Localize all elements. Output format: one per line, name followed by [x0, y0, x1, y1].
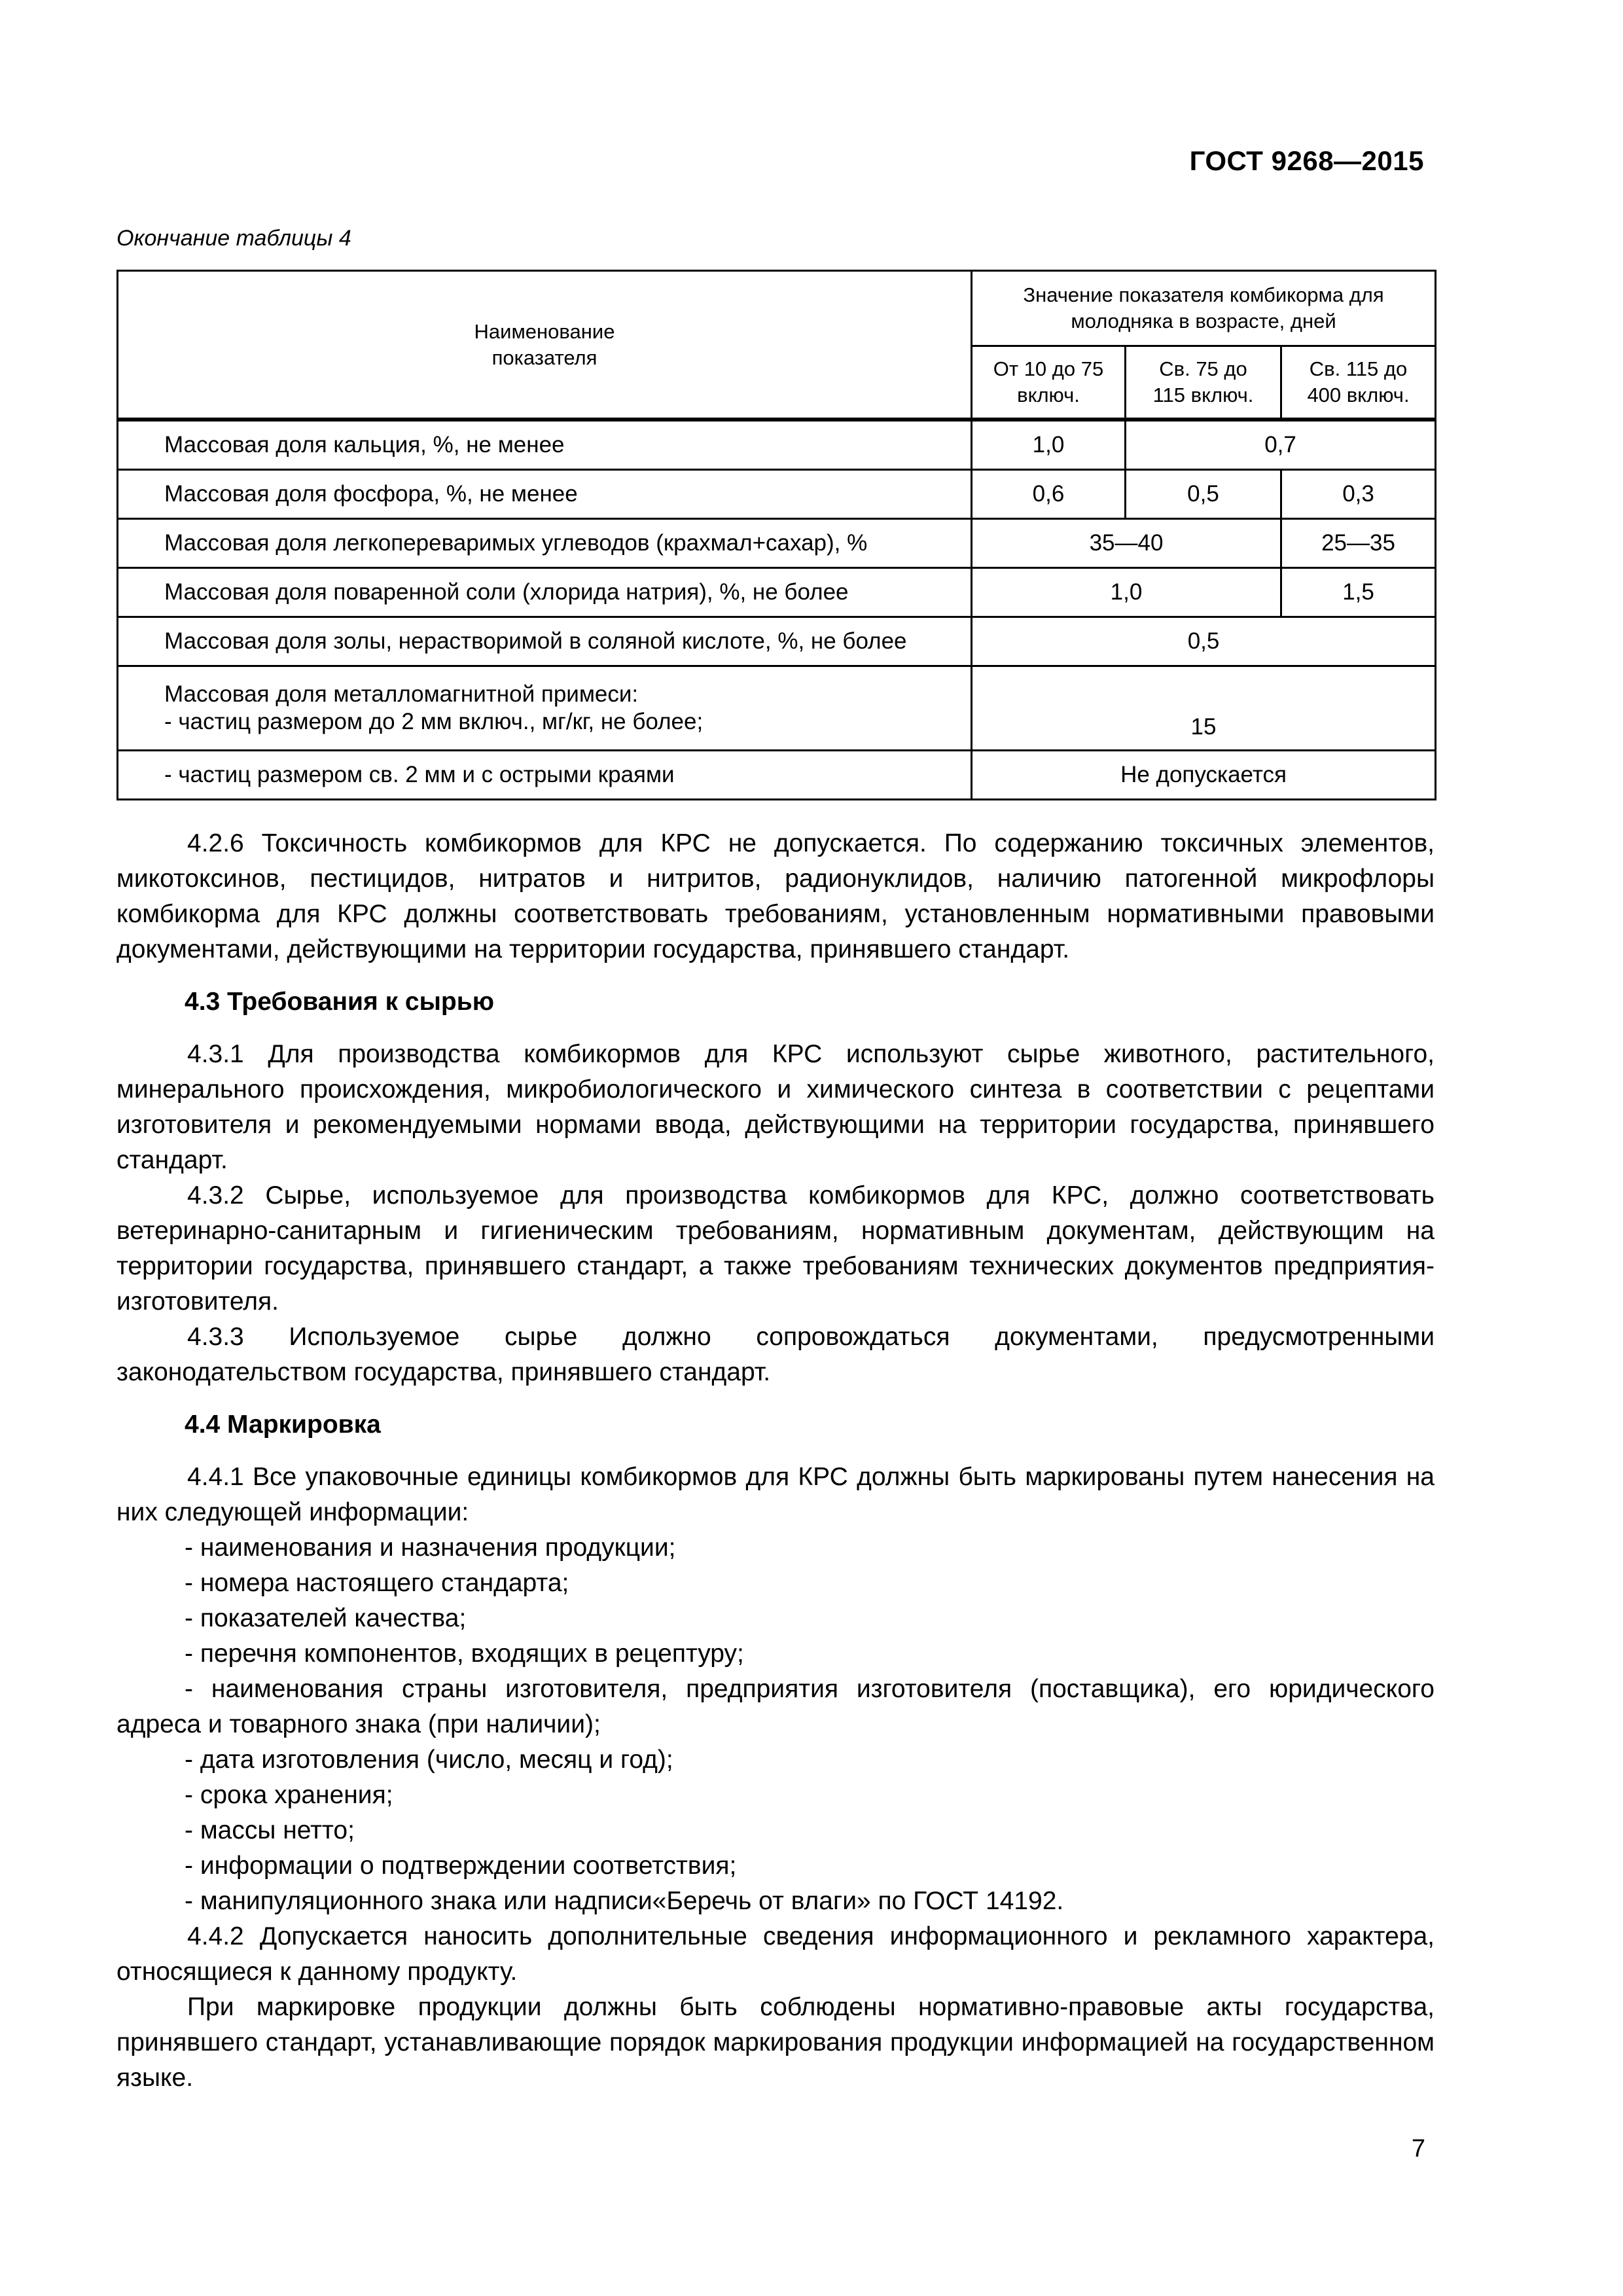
row-value: 1,0: [972, 568, 1281, 617]
row-name: - частиц размером св. 2 мм и с острыми краями: [118, 751, 972, 800]
heading-4-4: 4.4 Маркировка: [185, 1410, 381, 1439]
row-value: 0,6: [972, 470, 1126, 519]
paragraph-4-4-1: 4.4.1 Все упаковочные единицы комбикормов для КРС должны быть маркированы путем нанесения на них следующей информации:: [116, 1463, 1435, 1526]
row-value: 1,0: [972, 420, 1126, 470]
row-name: Массовая доля фосфора, %, не менее: [118, 470, 972, 519]
list-item: - срока хранения;: [185, 1781, 393, 1809]
table-row: [118, 470, 1436, 519]
header-value: Значение показателя комбикорма для молодняка в возрасте, дней: [972, 271, 1436, 346]
table-row: [118, 568, 1436, 617]
list-item: - наименования и назначения продукции;: [185, 1534, 676, 1562]
list-item: - наименования страны изготовителя, предприятия изготовителя (поставщика), его юридического адреса и товарного знака (при наличии);: [116, 1675, 1435, 1738]
list-item: - показателей качества;: [185, 1604, 467, 1632]
paragraph-4-4-2: 4.4.2 Допускается наносить дополнительные сведения информационного и рекламного характера, относящиеся к данному продукту.: [116, 1922, 1435, 1986]
table-row: [118, 420, 1436, 470]
row-name-line: - частиц размером до 2 мм включ., мг/кг, не более;: [164, 709, 704, 734]
paragraph-4-2-6: 4.2.6 Токсичность комбикормов для КРС не допускается. По содержанию токсичных элементов, микотоксинов, пестицидов, нитратов и нитритов, радионуклидов, наличию патогенной микрофлоры комбикорма для КРС должны соответствовать требованиям, установленным нормативными правовыми документами, действующими на территории государства, принявшего стандарт.: [116, 829, 1435, 963]
table-row: [118, 666, 1436, 751]
row-name-line: Массовая доля металломагнитной примеси:: [164, 681, 639, 707]
row-value: 1,5: [1281, 568, 1436, 617]
header-age-10-75: От 10 до 75 включ.: [972, 346, 1126, 420]
indicator-table: [116, 270, 1436, 800]
row-value: Не допускается: [972, 751, 1436, 800]
row-value: 0,3: [1281, 470, 1436, 519]
header-indicator-name: Наименование показателя: [118, 271, 972, 420]
row-value: 35—40: [972, 519, 1281, 568]
paragraph-4-3-2: 4.3.2 Сырье, используемое для производства комбикормов для КРС, должно соответствовать ветеринарно-санитарным и гигиеническим требованиям, нормативным документам, действующим на территории государства, принявшего стандарт, а также требованиям технических документов предприятия-изготовителя.: [116, 1181, 1435, 1316]
standard-code: ГОСТ 9268—2015: [1189, 145, 1424, 176]
row-value: 0,7: [1126, 420, 1436, 470]
row-value: 0,5: [1126, 470, 1281, 519]
paragraph-marking-rules: При маркировке продукции должны быть соблюдены нормативно-правовые акты государства, принявшего стандарт, устанавливающие порядок маркирования продукции информацией на государственном языке.: [116, 1993, 1435, 2092]
row-name: Массовая доля легкопереваримых углеводов (крахмал+сахар), %: [118, 519, 972, 568]
list-item: - номера настоящего стандарта;: [185, 1569, 569, 1597]
list-item: - манипуляционного знака или надписи«Беречь от влаги» по ГОСТ 14192.: [185, 1887, 1064, 1915]
table-row: [118, 519, 1436, 568]
table-row: [118, 617, 1436, 666]
paragraph-4-3-3: 4.3.3 Используемое сырье должно сопровождаться документами, предусмотренными законодательством государства, принявшего стандарт.: [116, 1323, 1435, 1386]
body-text: [116, 826, 1435, 2096]
table-row: [118, 751, 1436, 800]
row-value: 15: [972, 666, 1436, 751]
heading-4-3: 4.3 Требования к сырью: [185, 988, 495, 1016]
row-name: Массовая доля золы, нерастворимой в соляной кислоте, %, не более: [118, 617, 972, 666]
row-value: 25—35: [1281, 519, 1436, 568]
list-item: - массы нетто;: [185, 1816, 355, 1844]
table-caption: Окончание таблицы 4: [116, 226, 351, 251]
list-item: - перечня компонентов, входящих в рецептуру;: [185, 1640, 744, 1668]
row-name: Массовая доля поваренной соли (хлорида натрия), %, не более: [118, 568, 972, 617]
row-name: [118, 666, 972, 751]
row-name: Массовая доля кальция, %, не менее: [118, 420, 972, 470]
paragraph-4-3-1: 4.3.1 Для производства комбикормов для КРС используют сырье животного, растительного, минерального происхождения, микробиологического и химического синтеза в соответствии с рецептами изготовителя и рекомендуемыми нормами ввода, действующими на территории государства, принявшего стандарт.: [116, 1040, 1435, 1174]
list-item: - информации о подтверждении соответствия;: [185, 1852, 737, 1880]
list-item: - дата изготовления (число, месяц и год);: [185, 1746, 673, 1774]
header-age-75-115: Св. 75 до 115 включ.: [1126, 346, 1281, 420]
header-age-115-400: Св. 115 до 400 включ.: [1281, 346, 1436, 420]
row-value: 0,5: [972, 617, 1436, 666]
page-number: 7: [1411, 2135, 1425, 2162]
